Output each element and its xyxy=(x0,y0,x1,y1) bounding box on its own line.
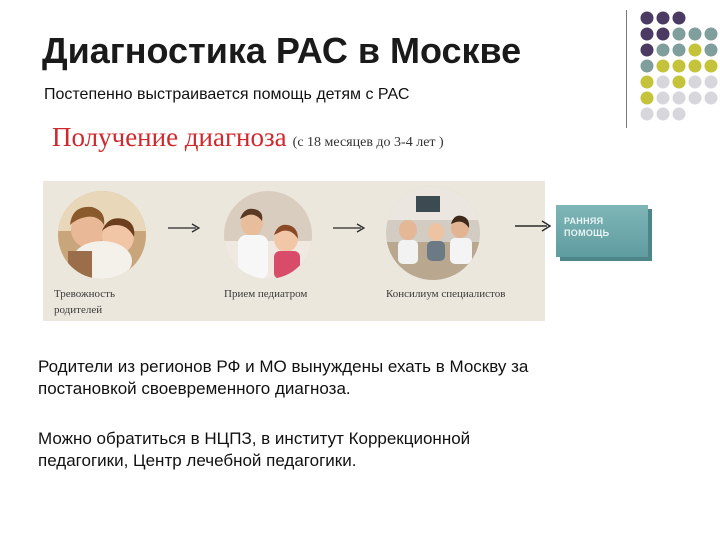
body-paragraph-2 xyxy=(38,428,678,472)
decorative-dot-grid xyxy=(636,10,720,128)
slide-subtitle: Постепенно выстраивается помощь детям с РАС xyxy=(44,86,410,103)
step-label-specialists xyxy=(386,286,505,302)
body-line: педагогики, Центр лечебной педагогики. xyxy=(38,451,357,470)
decorative-divider xyxy=(626,10,627,128)
early-help-box-label xyxy=(564,215,609,239)
arrow-right-icon xyxy=(515,219,551,233)
body-paragraph-1 xyxy=(38,356,678,400)
parents-with-child-photo xyxy=(58,191,146,279)
diagram-heading-note: (с 18 месяцев до 3-4 лет ) xyxy=(292,135,444,150)
step-label-line: родителей xyxy=(54,304,103,316)
step-label-line: Тревожность xyxy=(54,288,115,300)
step-label-line: Прием педиатром xyxy=(224,288,308,300)
diagram-heading-main: Получение диагноза xyxy=(52,122,287,152)
pediatrician-visit-photo xyxy=(224,191,312,279)
arrow-right-icon xyxy=(333,222,365,234)
diagram-heading xyxy=(52,122,444,153)
slide-title: Диагностика РАС в Москве xyxy=(42,30,522,71)
step-label-pediatrician xyxy=(224,286,307,302)
step-label-line: Консилиум специалистов xyxy=(386,288,506,300)
body-line: Родители из регионов РФ и МО вынуждены ехать в Москву за xyxy=(38,357,529,376)
arrow-right-icon xyxy=(168,222,200,234)
specialists-meeting-photo xyxy=(386,186,480,280)
step-label-parents xyxy=(54,286,115,318)
body-line: Можно обратиться в НЦПЗ, в институт Коррекционной xyxy=(38,429,471,448)
body-line: постановкой своевременного диагноза. xyxy=(38,379,351,398)
early-help-box-line2: ПОМОЩЬ xyxy=(564,228,610,238)
early-help-box xyxy=(556,205,648,257)
early-help-box-line1: РАННЯЯ xyxy=(564,216,604,226)
